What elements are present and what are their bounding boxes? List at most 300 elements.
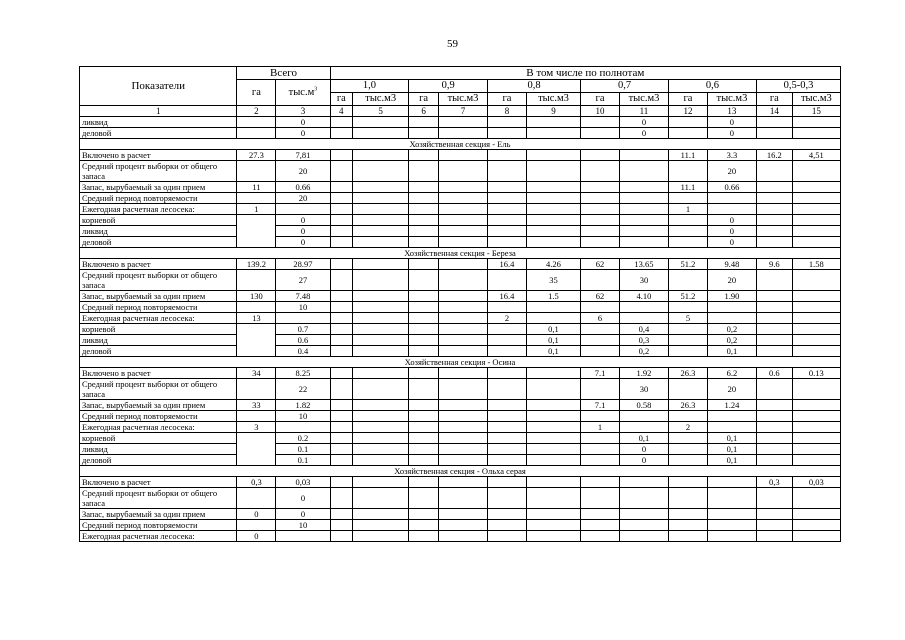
value-cell: 0.58 <box>619 400 668 411</box>
value-cell <box>581 204 620 215</box>
value-cell: 0.1 <box>276 444 330 455</box>
section-header-row <box>80 357 841 368</box>
value-cell: 7.48 <box>276 291 330 302</box>
value-cell: 7.1 <box>581 368 620 379</box>
value-cell <box>488 433 527 444</box>
value-cell <box>756 226 792 237</box>
sub-ha: га <box>581 93 620 106</box>
value-cell: 16.2 <box>756 150 792 161</box>
value-cell <box>353 422 409 433</box>
value-cell <box>581 335 620 346</box>
value-cell <box>792 400 840 411</box>
value-cell <box>237 161 276 182</box>
value-cell <box>756 335 792 346</box>
value-cell: 7.1 <box>581 400 620 411</box>
value-cell <box>488 444 527 455</box>
value-cell <box>438 259 487 270</box>
value-cell <box>438 488 487 509</box>
value-cell <box>330 346 352 357</box>
value-cell <box>353 324 409 335</box>
value-cell <box>669 509 708 520</box>
value-cell <box>526 215 580 226</box>
value-cell <box>669 215 708 226</box>
value-cell <box>756 400 792 411</box>
value-cell <box>669 270 708 291</box>
table-row <box>80 379 841 400</box>
value-cell <box>330 379 352 400</box>
density-0-5-0-3: 0,5-0,3 <box>756 80 840 93</box>
value-cell <box>756 379 792 400</box>
superscript-3: 3 <box>314 86 318 92</box>
value-cell <box>488 477 527 488</box>
value-cell: 0.66 <box>276 182 330 193</box>
value-cell <box>353 204 409 215</box>
value-cell: 0 <box>619 444 668 455</box>
value-cell <box>792 237 840 248</box>
value-cell <box>276 531 330 542</box>
value-cell: 20 <box>276 193 330 204</box>
value-cell <box>792 215 840 226</box>
value-cell <box>353 193 409 204</box>
value-cell: 0 <box>276 237 330 248</box>
row-label: Средний процент выборки от общего запаса <box>80 488 237 509</box>
value-cell <box>409 150 439 161</box>
value-cell: 2 <box>669 422 708 433</box>
value-cell <box>526 204 580 215</box>
value-cell <box>438 477 487 488</box>
table-row <box>80 182 841 193</box>
value-cell <box>438 302 487 313</box>
value-cell <box>330 150 352 161</box>
value-cell <box>792 433 840 444</box>
value-cell <box>526 477 580 488</box>
header-total-volume-text: тыс.м <box>288 86 315 98</box>
value-cell <box>409 477 439 488</box>
value-cell: 0 <box>276 128 330 139</box>
value-cell <box>526 128 580 139</box>
row-label: Ежегодная расчетная лесосека: <box>80 531 237 542</box>
value-cell <box>488 400 527 411</box>
row-label: Запас, вырубаемый за один прием <box>80 509 237 520</box>
row-label: Средний период повторяемости <box>80 302 237 313</box>
table-row <box>80 477 841 488</box>
value-cell: 30 <box>619 270 668 291</box>
value-cell: 0 <box>237 509 276 520</box>
sub-volume: тыс.м3 <box>438 93 487 106</box>
value-cell: 16.4 <box>488 291 527 302</box>
value-cell <box>438 444 487 455</box>
value-cell <box>353 117 409 128</box>
value-cell <box>409 400 439 411</box>
value-cell: 0,1 <box>526 346 580 357</box>
value-cell <box>707 193 756 204</box>
value-cell: 0 <box>619 128 668 139</box>
value-cell <box>707 302 756 313</box>
value-cell: 1.90 <box>707 291 756 302</box>
value-cell <box>581 302 620 313</box>
value-cell: 0.7 <box>276 324 330 335</box>
value-cell <box>330 411 352 422</box>
value-cell: 0 <box>276 509 330 520</box>
value-cell: 139.2 <box>237 259 276 270</box>
value-cell <box>330 215 352 226</box>
value-cell <box>237 193 276 204</box>
col-number: 12 <box>669 106 708 117</box>
value-cell <box>488 193 527 204</box>
value-cell <box>707 509 756 520</box>
value-cell: 20 <box>707 270 756 291</box>
value-cell <box>581 477 620 488</box>
value-cell <box>409 379 439 400</box>
forest-cutting-table <box>79 66 841 542</box>
value-cell: 1.24 <box>707 400 756 411</box>
value-cell <box>438 520 487 531</box>
section-title: Хозяйственная секция - Ольха серая <box>80 466 841 477</box>
value-cell <box>409 270 439 291</box>
value-cell <box>488 422 527 433</box>
value-cell <box>581 520 620 531</box>
value-cell: 20 <box>276 161 330 182</box>
value-cell <box>330 313 352 324</box>
value-cell <box>792 226 840 237</box>
value-cell <box>330 193 352 204</box>
table-row <box>80 488 841 509</box>
value-cell <box>526 161 580 182</box>
value-cell <box>619 313 668 324</box>
value-cell: 20 <box>707 379 756 400</box>
value-cell <box>237 411 276 422</box>
value-cell <box>409 237 439 248</box>
value-cell <box>792 379 840 400</box>
value-cell <box>792 204 840 215</box>
row-label: Запас, вырубаемый за один прием <box>80 182 237 193</box>
value-cell: 20 <box>707 161 756 182</box>
value-cell <box>488 520 527 531</box>
value-cell <box>353 161 409 182</box>
value-cell <box>353 346 409 357</box>
value-cell <box>619 531 668 542</box>
value-cell <box>526 488 580 509</box>
value-cell <box>438 193 487 204</box>
row-label: Ежегодная расчетная лесосека: <box>80 422 237 433</box>
value-cell: 0,1 <box>526 335 580 346</box>
value-cell: 62 <box>581 259 620 270</box>
row-label: Средний процент выборки от общего запаса <box>80 379 237 400</box>
value-cell <box>353 182 409 193</box>
row-label: Запас, вырубаемый за один прием <box>80 291 237 302</box>
value-cell <box>353 477 409 488</box>
table-row <box>80 291 841 302</box>
value-cell <box>438 335 487 346</box>
value-cell: 0,3 <box>756 477 792 488</box>
value-cell <box>409 433 439 444</box>
value-cell <box>330 488 352 509</box>
value-cell <box>756 291 792 302</box>
value-cell: 0 <box>276 488 330 509</box>
value-cell <box>488 488 527 509</box>
value-cell <box>438 400 487 411</box>
value-cell <box>330 509 352 520</box>
density-0-7: 0,7 <box>581 80 669 93</box>
value-cell <box>526 150 580 161</box>
row-label: корневой <box>80 433 237 444</box>
value-cell <box>792 313 840 324</box>
value-cell: 8.25 <box>276 368 330 379</box>
value-cell <box>488 204 527 215</box>
value-cell <box>409 117 439 128</box>
value-cell: 0,1 <box>707 444 756 455</box>
value-cell: 0 <box>276 215 330 226</box>
value-cell: 0 <box>276 117 330 128</box>
table-row <box>80 400 841 411</box>
value-cell <box>619 411 668 422</box>
value-cell <box>792 488 840 509</box>
value-cell: 0 <box>707 128 756 139</box>
value-cell <box>330 226 352 237</box>
value-cell <box>353 368 409 379</box>
header-including: В том числе по полнотам <box>330 67 840 80</box>
value-cell <box>409 368 439 379</box>
value-cell <box>409 455 439 466</box>
value-cell <box>438 270 487 291</box>
value-cell <box>669 324 708 335</box>
value-cell <box>756 204 792 215</box>
value-cell <box>409 291 439 302</box>
value-cell <box>526 237 580 248</box>
value-cell <box>581 117 620 128</box>
value-cell: 1.5 <box>526 291 580 302</box>
value-cell <box>330 477 352 488</box>
value-cell: 0,03 <box>276 477 330 488</box>
value-cell: 51.2 <box>669 259 708 270</box>
value-cell <box>237 520 276 531</box>
value-cell <box>526 193 580 204</box>
value-cell: 1 <box>237 204 276 215</box>
value-cell <box>669 117 708 128</box>
row-label: Ежегодная расчетная лесосека: <box>80 204 237 215</box>
value-cell <box>438 182 487 193</box>
value-cell: 11 <box>237 182 276 193</box>
value-cell <box>669 302 708 313</box>
value-cell <box>488 411 527 422</box>
value-cell <box>330 270 352 291</box>
table-row <box>80 117 841 128</box>
value-cell: 0,3 <box>619 335 668 346</box>
value-cell <box>756 182 792 193</box>
value-cell <box>488 379 527 400</box>
value-cell <box>619 193 668 204</box>
value-cell <box>409 488 439 509</box>
value-cell <box>581 150 620 161</box>
value-cell <box>237 128 276 139</box>
value-cell <box>237 117 276 128</box>
value-cell <box>409 128 439 139</box>
value-cell <box>581 226 620 237</box>
value-cell <box>669 433 708 444</box>
value-cell: 62 <box>581 291 620 302</box>
section-title: Хозяйственная секция - Береза <box>80 248 841 259</box>
value-cell: 26.3 <box>669 368 708 379</box>
sub-ha: га <box>409 93 439 106</box>
value-cell <box>526 411 580 422</box>
value-cell: 0 <box>707 215 756 226</box>
value-cell <box>330 422 352 433</box>
section-title: Хозяйственная секция - Осина <box>80 357 841 368</box>
value-cell: 5 <box>669 313 708 324</box>
value-cell <box>756 444 792 455</box>
table-body <box>80 117 841 542</box>
value-cell <box>438 128 487 139</box>
value-cell <box>353 488 409 509</box>
value-cell <box>581 182 620 193</box>
value-cell <box>581 444 620 455</box>
value-cell: 6.2 <box>707 368 756 379</box>
table-row <box>80 161 841 182</box>
value-cell <box>438 226 487 237</box>
value-cell <box>438 509 487 520</box>
value-cell: 0 <box>707 237 756 248</box>
sub-ha: га <box>330 93 352 106</box>
table-row <box>80 324 841 335</box>
value-cell: 27.3 <box>237 150 276 161</box>
value-cell <box>756 346 792 357</box>
value-cell <box>330 444 352 455</box>
table-row <box>80 215 841 226</box>
value-cell <box>619 215 668 226</box>
value-cell: 1 <box>581 422 620 433</box>
value-cell <box>488 335 527 346</box>
value-cell <box>756 411 792 422</box>
value-cell <box>581 161 620 182</box>
value-cell <box>353 270 409 291</box>
value-cell <box>488 346 527 357</box>
value-cell: 13.65 <box>619 259 668 270</box>
value-cell <box>438 379 487 400</box>
value-cell <box>707 313 756 324</box>
value-cell <box>526 531 580 542</box>
value-cell <box>756 531 792 542</box>
value-cell <box>237 379 276 400</box>
value-cell <box>330 117 352 128</box>
value-cell <box>409 182 439 193</box>
value-cell <box>707 204 756 215</box>
value-cell <box>792 346 840 357</box>
col-number: 9 <box>526 106 580 117</box>
value-cell <box>409 324 439 335</box>
value-cell <box>581 128 620 139</box>
value-cell: 0.6 <box>756 368 792 379</box>
table-row <box>80 313 841 324</box>
col-number: 1 <box>80 106 237 117</box>
value-cell <box>438 455 487 466</box>
value-cell: 35 <box>526 270 580 291</box>
value-cell <box>526 379 580 400</box>
value-cell: 30 <box>619 379 668 400</box>
value-cell <box>792 182 840 193</box>
value-cell <box>237 215 276 248</box>
value-cell <box>669 411 708 422</box>
value-cell <box>526 368 580 379</box>
value-cell: 11.1 <box>669 150 708 161</box>
value-cell <box>792 455 840 466</box>
value-cell <box>581 237 620 248</box>
value-cell <box>330 128 352 139</box>
table-row <box>80 520 841 531</box>
value-cell <box>409 161 439 182</box>
value-cell <box>669 237 708 248</box>
row-label: деловой <box>80 237 237 248</box>
value-cell: 22 <box>276 379 330 400</box>
value-cell <box>581 324 620 335</box>
header-total-ha: га <box>237 80 276 106</box>
sub-volume: тыс.м3 <box>792 93 840 106</box>
value-cell <box>792 531 840 542</box>
value-cell <box>707 422 756 433</box>
value-cell <box>707 520 756 531</box>
value-cell: 1.58 <box>792 259 840 270</box>
density-0-9: 0,9 <box>409 80 488 93</box>
value-cell <box>353 509 409 520</box>
value-cell: 1 <box>669 204 708 215</box>
value-cell <box>792 270 840 291</box>
value-cell <box>581 509 620 520</box>
value-cell <box>276 422 330 433</box>
col-number: 7 <box>438 106 487 117</box>
value-cell: 10 <box>276 302 330 313</box>
header-total-volume <box>276 80 330 106</box>
row-label: Включено в расчет <box>80 477 237 488</box>
value-cell <box>409 215 439 226</box>
value-cell <box>792 193 840 204</box>
value-cell <box>756 324 792 335</box>
value-cell <box>488 215 527 226</box>
value-cell <box>669 477 708 488</box>
value-cell <box>619 204 668 215</box>
value-cell <box>526 313 580 324</box>
row-label: ликвид <box>80 444 237 455</box>
row-label: Средний процент выборки от общего запаса <box>80 161 237 182</box>
value-cell <box>669 226 708 237</box>
table-row <box>80 128 841 139</box>
value-cell <box>792 422 840 433</box>
column-numbers-row <box>80 106 841 117</box>
value-cell: 0.66 <box>707 182 756 193</box>
value-cell <box>792 291 840 302</box>
value-cell <box>526 302 580 313</box>
value-cell <box>353 455 409 466</box>
value-cell <box>330 291 352 302</box>
value-cell <box>581 488 620 509</box>
density-0-6: 0,6 <box>669 80 757 93</box>
value-cell: 130 <box>237 291 276 302</box>
value-cell <box>669 520 708 531</box>
value-cell <box>409 313 439 324</box>
col-number: 14 <box>756 106 792 117</box>
value-cell <box>756 117 792 128</box>
sub-volume: тыс.м3 <box>619 93 668 106</box>
value-cell <box>409 259 439 270</box>
table-row <box>80 531 841 542</box>
table-row <box>80 433 841 444</box>
value-cell: 26.3 <box>669 400 708 411</box>
value-cell <box>756 520 792 531</box>
row-label: Средний период повторяемости <box>80 193 237 204</box>
value-cell <box>669 346 708 357</box>
value-cell <box>353 335 409 346</box>
row-label: деловой <box>80 128 237 139</box>
value-cell <box>669 335 708 346</box>
value-cell <box>438 422 487 433</box>
